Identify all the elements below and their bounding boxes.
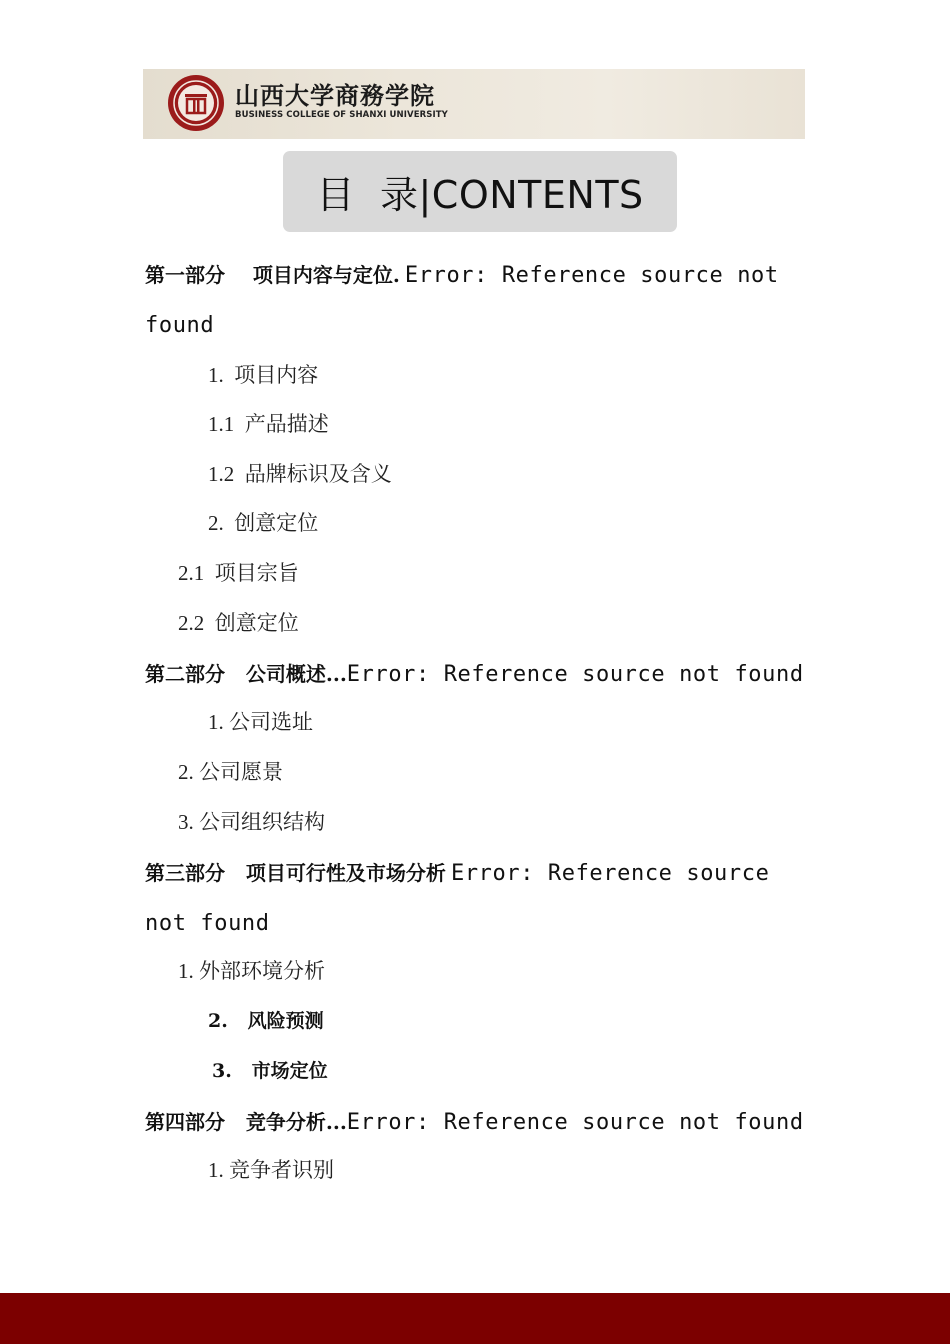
toc-item[interactable]: 1. 公司选址	[208, 710, 313, 734]
toc-part-3-ref-cont: not found	[145, 911, 270, 936]
toc-part-3-ref: Error: Reference source	[450, 861, 770, 886]
toc-part-1-ref-cont: found	[145, 313, 215, 338]
toc-item[interactable]: 2.2 创意定位	[178, 611, 299, 635]
toc-part-1-ref: Error: Reference source not	[404, 263, 779, 288]
toc-item[interactable]: 1.1 产品描述	[208, 412, 329, 436]
toc-item[interactable]: 3. 公司组织结构	[178, 810, 325, 834]
toc-item[interactable]: 2. 风险预测	[208, 1010, 324, 1032]
toc-part-4[interactable]	[145, 1112, 804, 1134]
toc-part-4-ref: Error: Reference source not found	[346, 1110, 804, 1135]
toc-part-2[interactable]	[145, 664, 804, 686]
university-seal-icon	[167, 74, 225, 132]
toc-item[interactable]: 1. 竞争者识别	[208, 1158, 334, 1182]
logo-english-name: BUSINESS COLLEGE OF SHANXI UNIVERSITY	[235, 110, 448, 120]
footer-bar	[0, 1293, 950, 1344]
toc-part-4-title: 第四部分 竞争分析...	[145, 1110, 347, 1134]
toc-item[interactable]: 1. 项目内容	[208, 363, 319, 387]
toc-part-1[interactable]	[145, 265, 779, 287]
toc-part-3-title: 第三部分 项目可行性及市场分析	[145, 861, 446, 885]
toc-item[interactable]: 2. 创意定位	[208, 511, 319, 535]
toc-part-1-title: 第一部分 项目内容与定位.	[145, 263, 400, 287]
toc-part-2-title: 第二部分 公司概述...	[145, 662, 347, 686]
logo-text	[235, 83, 448, 121]
toc-part-2-ref: Error: Reference source not found	[346, 662, 804, 687]
logo-chinese-name: 山西大学商務学院	[235, 81, 435, 110]
contents-heading-box	[283, 151, 677, 232]
toc-item[interactable]: 1.2 品牌标识及含义	[208, 462, 392, 486]
toc-item[interactable]: 2. 公司愿景	[178, 760, 283, 784]
header-banner	[143, 69, 805, 139]
toc-item[interactable]: 1. 外部环境分析	[178, 959, 325, 983]
contents-title: 目 录|CONTENTS	[316, 173, 644, 217]
toc-item[interactable]: 3. 市场定位	[212, 1060, 328, 1082]
toc-item[interactable]: 2.1 项目宗旨	[178, 561, 299, 585]
toc-part-3[interactable]	[145, 863, 769, 885]
